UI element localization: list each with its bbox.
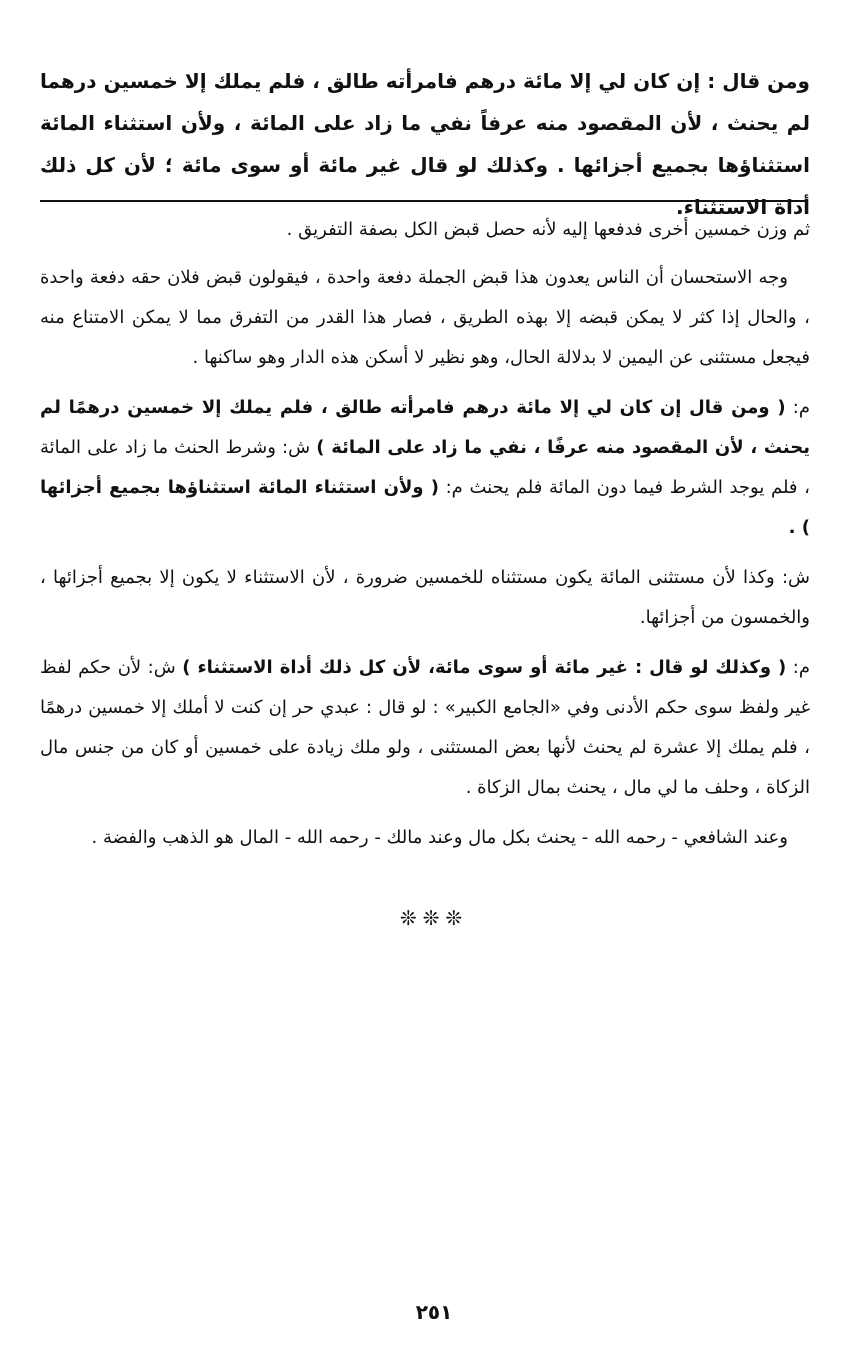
commentary-paragraph-4 <box>40 558 810 638</box>
main-text-body: ومن قال : إن كان لي إلا مائة درهم فامرأته طالق ، فلم يملك إلا خمسين درهما لم يحنث ، لأن المقصود منه عرفاً نفي ما زاد على المائة ، ولأن استثناء المائة استثناؤها بجميع أجزائها . وكذلك لو قال غير مائة أو سوى مائة ؛ لأن كل ذلك أداة الاستثناء. <box>40 69 810 219</box>
commentary-section <box>40 210 810 868</box>
commentary-paragraph-4-text: ش: وكذا لأن مستثنى المائة يكون مستثناه للخمسين ضرورة ، لأن الاستثناء لا يكون إلا بجميع أجزائها ، والخمسون من أجزائها. <box>40 567 810 628</box>
quoted-matn: ( ومن قال إن كان لي إلا مائة درهم فامرأته طالق ، فلم يملك إلا خمسين درهمًا لم يحنث ، لأن المقصود منه عرفًا ، نفي ما زاد على المائة ) <box>40 397 810 458</box>
main-text <box>40 60 810 228</box>
section-end-ornament: ❊❊❊ <box>399 906 469 930</box>
sharh-text: ش: لأن حكم لفظ غير ولفظ سوى حكم الأدنى وفي «الجامع الكبير» : لو قال : عبدي حر إن كنت لا أملك إلا خمسين درهمًا ، فلم يملك إلا عشرة لم يحنث لأنها بعض المستثنى ، ولو ملك زيادة على خمسين أو كان من جنس مال الزكاة ، وحلف ما لي مال ، يحنث بمال الزكاة . <box>40 657 810 798</box>
commentary-paragraph-2-text: وجه الاستحسان أن الناس يعدون هذا قبض الجملة دفعة واحدة ، فيقولون قبض فلان حقه دفعة واحدة ، والحال إذا كثر لا يمكن قبضه إلا بهذه الطريق ، فصار هذا القدر من التفرق مما لا يمكن الامتناع منه فيجعل مستثنى عن اليمين لا بدلالة الحال، وهو نظير لا أسكن هذه الدار وهو ساكنها . <box>40 267 810 368</box>
commentary-paragraph-5 <box>40 648 810 808</box>
sharh-text: ش: وشرط الحنث ما زاد على المائة ، فلم يوجد الشرط فيما دون المائة فلم يحنث <box>40 437 810 498</box>
commentary-paragraph-1-text: ثم وزن خمسين أخرى فدفعها إليه لأنه حصل قبض الكل بصفة التفريق . <box>286 219 810 240</box>
matn-marker: م: <box>445 477 463 498</box>
matn-marker: م: <box>792 657 810 678</box>
quoted-matn: ( ولأن استثناء المائة استثناؤها بجميع أجزائها ) . <box>40 477 810 538</box>
quoted-matn: ( وكذلك لو قال : غير مائة أو سوى مائة، لأن كل ذلك أداة الاستثناء ) <box>182 657 787 678</box>
commentary-paragraph-6 <box>40 818 810 858</box>
matn-marker: م: <box>792 397 810 418</box>
commentary-paragraph-3 <box>40 388 810 548</box>
commentary-paragraph-2 <box>40 258 810 378</box>
commentary-paragraph-1 <box>40 210 810 250</box>
commentary-paragraph-6-text: وعند الشافعي - رحمه الله - يحنث بكل مال وعند مالك - رحمه الله - المال هو الذهب والفضة . <box>91 827 788 848</box>
section-divider <box>40 200 806 202</box>
page-number: ٢٥١ <box>415 1300 453 1324</box>
